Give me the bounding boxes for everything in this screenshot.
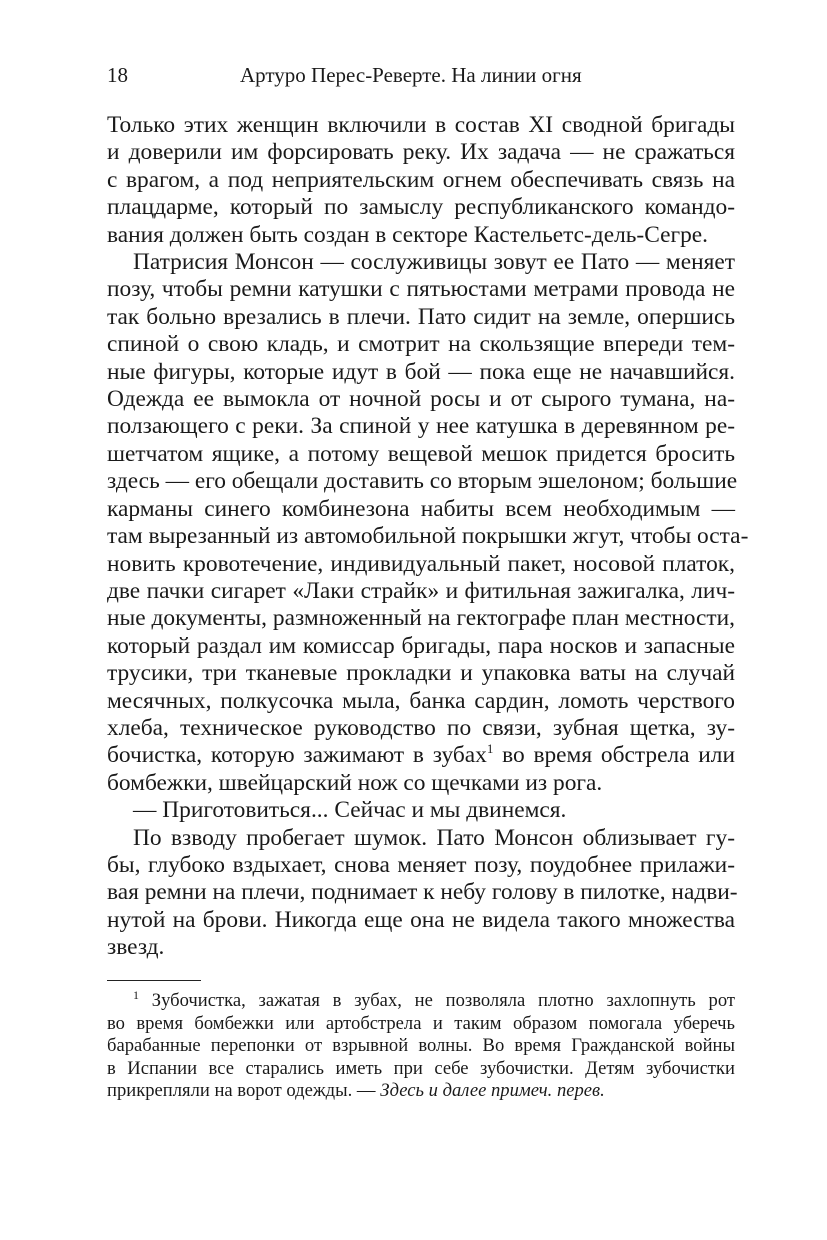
footnote-line: во время бомбежки или артобстрела и таким образом помогала уберечь <box>107 1012 735 1034</box>
text-line: две пачки сигарет «Лаки страйк» и фитильная зажигалка, лич- <box>107 577 735 604</box>
text-line: Одежда ее вымокла от ночной росы и от сырого тумана, на- <box>107 386 735 413</box>
text-line: бомбежки, швейцарский нож со щечками из рога. <box>107 769 603 796</box>
text-line: бы, глубоко вздыхает, снова меняет позу, поудобнее прилажи- <box>107 851 735 878</box>
paragraph-3 <box>107 797 735 824</box>
text-line: — Приготовиться... Сейчас и мы двинемся. <box>133 797 567 824</box>
footnote-separator <box>107 980 201 981</box>
text-line: нутой на брови. Никогда еще она не видела такого множества <box>107 906 735 933</box>
page-header <box>107 60 735 90</box>
text-line: Патрисия Монсон — сослуживицы зовут ее Пато — меняет <box>133 249 735 276</box>
page-number: 18 <box>107 63 128 87</box>
paragraph-2 <box>107 249 749 797</box>
text-line: ползающего с реки. За спиной у нее катушка в деревянном ре- <box>107 413 735 440</box>
text-line: По взводу пробегает шумок. Пато Монсон облизывает гу- <box>133 824 735 851</box>
text-line: трусики, три тканевые прокладки и упаковка ваты на случай <box>107 660 735 687</box>
footnote-reference[interactable]: 1 <box>486 741 494 757</box>
footnote-line: в Испании все старались иметь при себе зубочистки. Детям зубочистки <box>107 1057 735 1079</box>
text-line: спиной о свою кладь, и смотрит на скользящие впереди тем- <box>107 331 735 358</box>
text-fragment: во время обстрела или <box>493 742 735 769</box>
footnote-number: 1 <box>133 987 139 1002</box>
translator-note: Здесь и далее примеч. перев. <box>380 1080 605 1101</box>
footnote-line: барабанные перепонки от взрывной волны. Во время Гражданской войны <box>107 1035 735 1056</box>
text-line-with-footnote-ref <box>107 742 735 769</box>
text-line: месячных, полкусочка мыла, банка сардин, ломоть черствого <box>107 687 735 714</box>
footnote <box>107 987 735 1103</box>
text-fragment: бочистка, которую зажимают в зубах <box>107 742 487 769</box>
text-line: позу, чтобы ремни катушки с пятьюстами метрами провода не <box>107 276 735 303</box>
text-line: вая ремни на плечи, поднимает к небу голову в пилотке, надви- <box>107 879 738 906</box>
text-line: ные документы, размноженный на гектографе план местности, <box>107 605 735 632</box>
text-line: ные фигуры, которые идут в бой — пока еще не начавшийся. <box>107 358 735 385</box>
paragraph-1 <box>107 112 735 249</box>
text-line: звезд. <box>107 934 165 961</box>
text-line: Только этих женщин включили в состав XI сводной бригады <box>107 112 735 138</box>
text-line: здесь — его обещали доставить со вторым эшелоном; большие <box>107 468 738 495</box>
text-line: новить кровотечение, индивидуальный пакет, носовой платок, <box>107 550 735 577</box>
text-line: хлеба, техническое руководство по связи, зубная щетка, зу- <box>107 714 735 741</box>
text-line: и доверили им форсировать реку. Их задача — не сражаться <box>107 139 735 166</box>
text-line: там вырезанный из автомобильной покрышки жгут, чтобы оста- <box>107 523 749 550</box>
footnote-line <box>107 1080 735 1103</box>
text-fragment: Зубочистка, зажатая в зубах, не позволяла плотно захлопнуть рот <box>151 990 735 1011</box>
text-line: так больно врезались в плечи. Пато сидит на земле, опершись <box>107 303 735 330</box>
text-line: плацдарме, который по замыслу республиканского командо- <box>107 194 735 221</box>
text-line: который раздал им комиссар бригады, пара носков и запасные <box>107 632 735 659</box>
footnote-line <box>107 987 735 1013</box>
text-line: шетчатом ящике, а потому вещевой мешок придется бросить <box>107 440 735 467</box>
running-title: Артуро Перес-Реверте. На линии огня <box>240 63 582 87</box>
text-line: карманы синего комбинезона набиты всем необходимым — <box>107 495 735 522</box>
body-text <box>107 112 749 962</box>
text-line: с врагом, а под неприятельским огнем обеспечивать связь на <box>107 166 735 193</box>
text-fragment: прикрепляли на ворот одежды. — <box>107 1080 381 1101</box>
paragraph-4 <box>107 824 738 962</box>
text-line: вания должен быть создан в секторе Кастельетс-дель-Сегре. <box>107 221 709 248</box>
